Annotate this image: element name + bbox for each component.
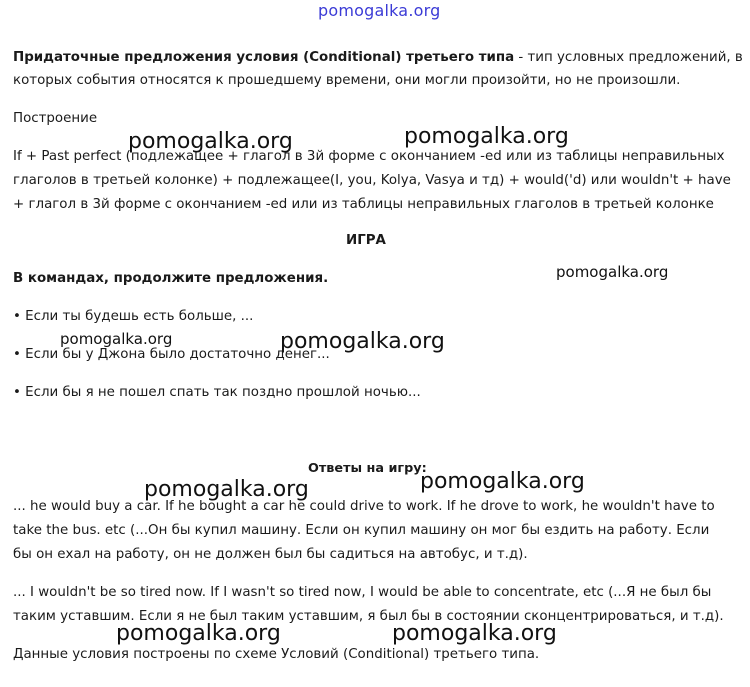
- game-title: ИГРА: [346, 233, 386, 248]
- answer-line: ... I wouldn't be so tired now. If I wasn't so tired now, I would be able to concentrate, etc (...Я не был бы: [13, 585, 712, 600]
- bullet-item: • Если бы я не пошел спать так поздно прошлой ночью...: [13, 385, 421, 400]
- intro-rest: - тип условных предложений, в: [514, 50, 743, 65]
- construction-label: Построение: [13, 111, 98, 126]
- answer-line: ... he would buy a car. If he bought a car he could drive to work. If he drove to work, he wouldn't have to: [13, 499, 715, 514]
- formula-line: If + Past perfect (подлежащее + глагол в 3й форме с окончанием -ed или из таблицы неправильных: [13, 149, 725, 164]
- watermark: pomogalka.org: [60, 330, 173, 348]
- answer-line: таким уставшим. Если я не был таким уставшим, я был бы в состоянии сконцентрироваться, и т.д).: [13, 609, 724, 624]
- header-watermark: pomogalka.org: [318, 1, 441, 20]
- answer-line: take the bus. etc (...Он бы купил машину. Если он купил машину он мог бы ездить на работу. Если: [13, 523, 710, 538]
- watermark: pomogalka.org: [404, 124, 569, 149]
- closing-text: Данные условия построены по схеме Условий (Conditional) третьего типа.: [13, 647, 540, 662]
- bullet-item: • Если бы у Джона было достаточно денег...: [13, 347, 330, 362]
- intro-line-1: [13, 48, 743, 68]
- answers-title: Ответы на игру:: [308, 461, 427, 476]
- watermark: pomogalka.org: [144, 477, 309, 502]
- watermark: pomogalka.org: [556, 263, 669, 281]
- bullet-item: • Если ты будешь есть больше, ...: [13, 309, 254, 324]
- watermark: pomogalka.org: [128, 129, 293, 154]
- intro-line-2: которых события относятся к прошедшему времени, они могли произойти, но не произошли.: [13, 73, 681, 88]
- formula-line: + глагол в 3й форме с окончанием -ed или из таблицы неправильных глаголов в третьей колонке: [13, 197, 714, 212]
- watermark: pomogalka.org: [420, 469, 585, 494]
- intro-term: Придаточные предложения условия (Conditional) третьего типа: [13, 50, 515, 65]
- game-instruction: В командах, продолжите предложения.: [13, 271, 329, 286]
- watermark: pomogalka.org: [116, 621, 281, 646]
- watermark: pomogalka.org: [280, 329, 445, 354]
- formula-line: глаголов в третьей колонке) + подлежащее(I, you, Kolya, Vasya и тд) + would('d) или wouldn't + have: [13, 173, 731, 188]
- watermark: pomogalka.org: [392, 621, 557, 646]
- answer-line: бы он ехал на работу, он не должен был бы садиться на автобус, и т.д).: [13, 547, 528, 562]
